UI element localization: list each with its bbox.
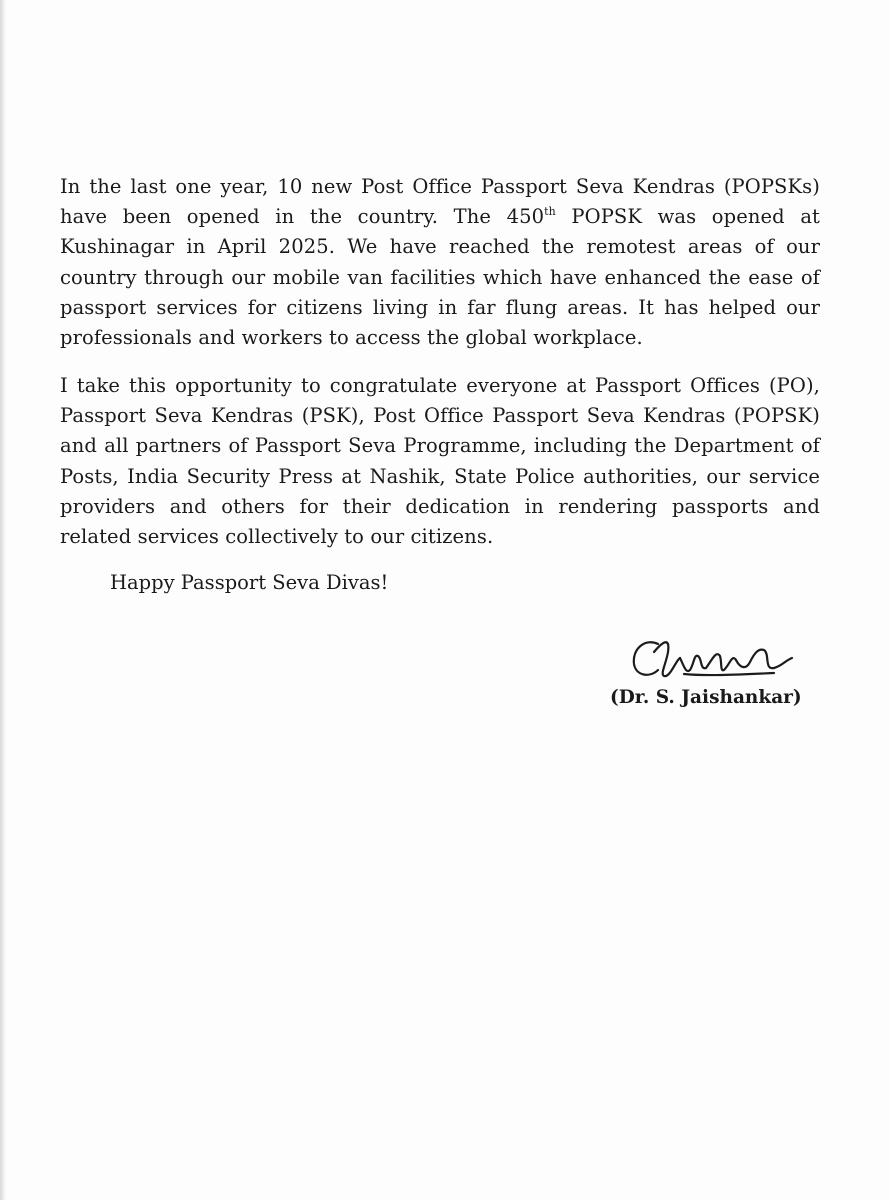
paragraph-popsk-expansion — [60, 172, 820, 353]
paragraph-1-text-end: POPSK was opened at Kushinagar in April 2025. We have reached the remotest areas of our country through our mobile van facilities which have enhanced the ease of passport services for citizens living in far flung areas. It has helped our professionals and workers to access the global workplace. — [60, 205, 820, 350]
page-edge-shadow — [0, 0, 6, 1200]
handwritten-signature — [624, 630, 804, 692]
ordinal-suffix: th — [544, 205, 556, 219]
closing-greeting: Happy Passport Seva Divas! — [110, 571, 389, 594]
paragraph-1-text-start: In the last one year, 10 new Post Office Passport Seva Kendras (POPSKs) have been opened in the country. The 450 — [60, 175, 820, 229]
paragraph-congratulations: I take this opportunity to congratulate everyone at Passport Offices (PO), Passport Seva Kendras (PSK), Post Office Passport Seva Kendras (POPSK) and all partners of Passport Seva Programme, including the Department of Posts, India Security Press at Nashik, State Police authorities, our service providers and others for their dedication in rendering passports and related services collectively to our citizens. — [60, 374, 820, 549]
signatory-name: (Dr. S. Jaishankar) — [610, 687, 802, 708]
